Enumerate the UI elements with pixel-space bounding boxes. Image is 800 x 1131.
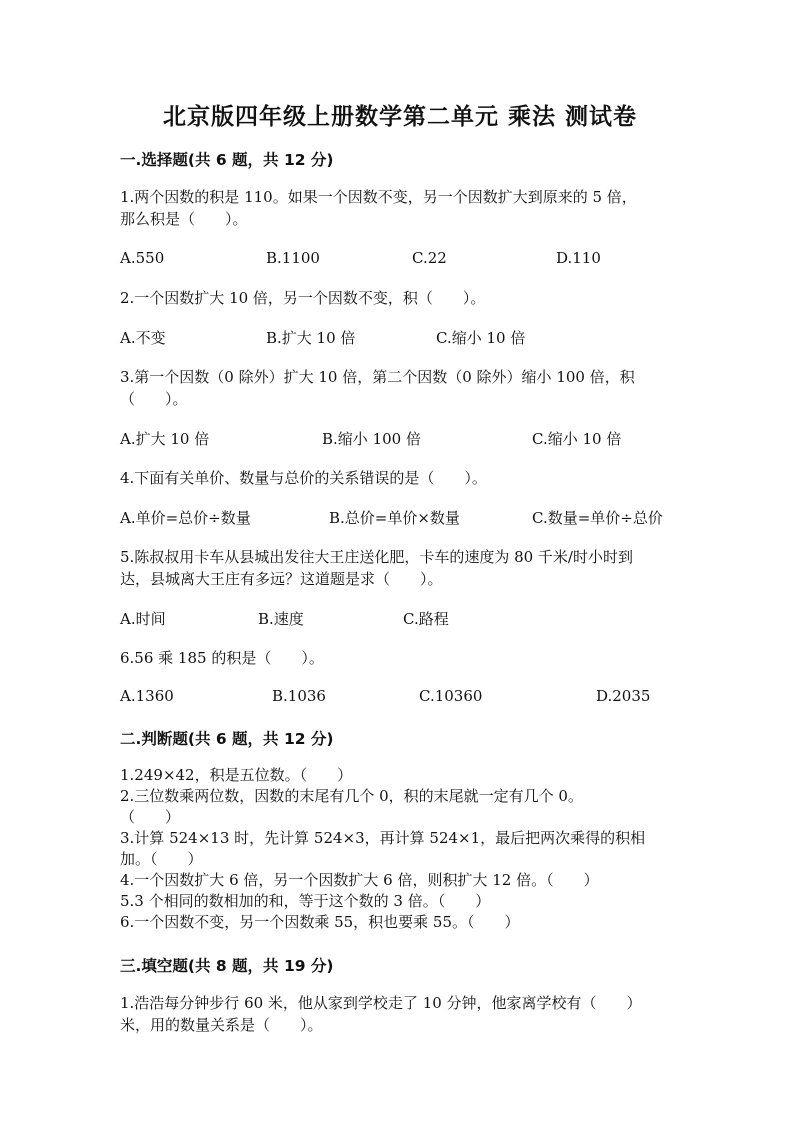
q2-option-a[interactable]: A.不变 — [120, 329, 166, 347]
q4-option-c[interactable]: C.数量=单价÷总价 — [532, 509, 663, 527]
question-4-line-1: 4.下面有关单价、数量与总价的关系错误的是（ ）。 — [120, 469, 487, 487]
q5-option-a[interactable]: A.时间 — [120, 610, 166, 628]
q3-option-b[interactable]: B.缩小 100 倍 — [322, 430, 421, 448]
q1-option-c[interactable]: C.22 — [412, 249, 447, 267]
fill-question-1-line-1: 1.浩浩每分钟步行 60 米，他从家到学校走了 10 分钟，他家离学校有（ ） — [120, 994, 642, 1012]
judge-line-2: 2.三位数乘两位数，因数的末尾有几个 0，积的末尾就一定有几个 0。 — [120, 787, 583, 805]
q5-option-b[interactable]: B.速度 — [258, 610, 304, 628]
question-3-line-2: （ ）。 — [120, 390, 188, 408]
q1-option-a[interactable]: A.550 — [120, 249, 165, 267]
question-1-line-1: 1.两个因数的积是 110。如果一个因数不变，另一个因数扩大到原来的 5 倍， — [120, 188, 637, 206]
question-2-line-1: 2.一个因数扩大 10 倍，另一个因数不变，积（ ）。 — [120, 289, 486, 307]
judge-line-1: 1.249×42，积是五位数。（ ） — [120, 766, 353, 784]
fill-question-1-line-2: 米，用的数量关系是（ ）。 — [120, 1016, 323, 1034]
question-6-line-1: 6.56 乘 185 的积是（ ）。 — [120, 649, 324, 667]
q3-option-c[interactable]: C.缩小 10 倍 — [532, 430, 622, 448]
judge-line-6: 4.一个因数扩大 6 倍，另一个因数扩大 6 倍，则积扩大 12 倍。（ ） — [120, 871, 599, 889]
q1-option-d[interactable]: D.110 — [556, 249, 601, 267]
q6-option-d[interactable]: D.2035 — [596, 687, 651, 705]
q3-option-a[interactable]: A.扩大 10 倍 — [120, 430, 210, 448]
question-5-line-1: 5.陈叔叔用卡车从县城出发往大王庄送化肥，卡车的速度为 80 千米/时小时到 — [120, 548, 633, 566]
question-1-line-2: 那么积是（ ）。 — [120, 210, 248, 228]
judge-line-3: （ ） — [120, 808, 181, 826]
q4-option-a[interactable]: A.单价=总价÷数量 — [120, 509, 251, 527]
question-5-line-2: 达，县城离大王庄有多远？这道题是求（ ）。 — [120, 570, 443, 588]
judge-line-8: 6.一个因数不变，另一个因数乘 55，积也要乘 55。（ ） — [120, 913, 520, 931]
judge-line-5: 加。（ ） — [120, 850, 203, 868]
judge-line-7: 5.3 个相同的数相加的和，等于这个数的 3 倍。（ ） — [120, 892, 491, 910]
judge-line-4: 3.计算 524×13 时，先计算 524×3，再计算 524×1，最后把两次乘得的积相 — [120, 829, 646, 847]
q6-option-c[interactable]: C.10360 — [419, 687, 483, 705]
q1-option-b[interactable]: B.1100 — [266, 249, 320, 267]
q6-option-a[interactable]: A.1360 — [120, 687, 174, 705]
section-heading-fill: 三.填空题(共 8 题，共 19 分) — [120, 957, 334, 975]
q2-option-b[interactable]: B.扩大 10 倍 — [266, 329, 356, 347]
q5-option-c[interactable]: C.路程 — [403, 610, 449, 628]
q6-option-b[interactable]: B.1036 — [272, 687, 326, 705]
question-3-line-1: 3.第一个因数（0 除外）扩大 10 倍，第二个因数（0 除外）缩小 100 倍，积 — [120, 368, 635, 386]
q4-option-b[interactable]: B.总价=单价×数量 — [329, 509, 460, 527]
page-title: 北京版四年级上册数学第二单元 乘法 测试卷 — [162, 103, 637, 130]
q2-option-c[interactable]: C.缩小 10 倍 — [436, 329, 526, 347]
section-heading-choice: 一.选择题(共 6 题，共 12 分) — [120, 151, 334, 169]
section-heading-judge: 二.判断题(共 6 题，共 12 分) — [120, 730, 334, 748]
